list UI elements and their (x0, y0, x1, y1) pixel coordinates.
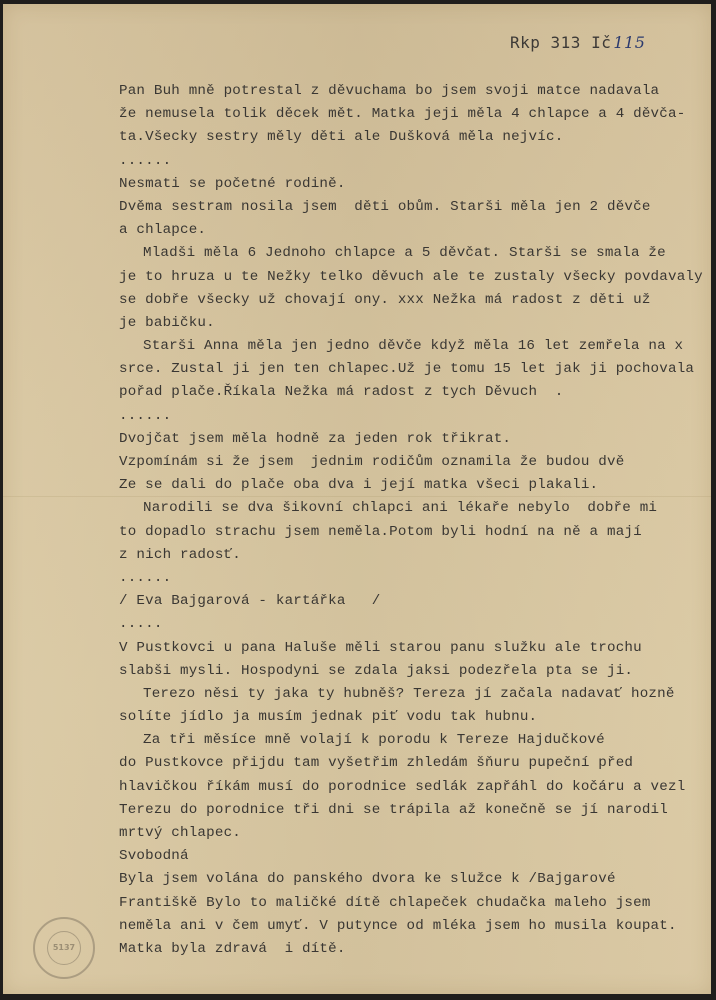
text-line: to dopadlo strachu jsem neměla.Potom byli hodní na ně a mají (119, 523, 642, 540)
stamp-number: 5137 (52, 943, 76, 952)
shelfmark (510, 33, 645, 52)
text-line: Mladši měla 6 Jednoho chlapce a 5 děvčat. Starši se smala že (143, 245, 666, 262)
text-line: a chlapce. (119, 222, 207, 239)
text-line: Terezu do porodnice tři dni se trápila až konečně se jí narodil (119, 801, 668, 818)
text-line: ...... (119, 152, 172, 169)
text-line: Ze se dali do plače oba dva i její matka všeci plakali. (119, 477, 599, 494)
text-line: se dobře všecky už chovají ony. xxx Nežka má radost z děti už (119, 291, 651, 308)
typewritten-body (119, 80, 703, 961)
text-line: slabši mysli. Hospodyni se zdala jaksi podezřela pta se ji. (119, 662, 634, 679)
text-line: Dvojčat jsem měla hodně za jeden rok třikrat. (119, 430, 512, 447)
text-line: mrtvý chlapec. (119, 825, 241, 841)
text-line: Matka byla zdravá i dítě. (119, 940, 346, 957)
text-line: Nesmati se početné rodině. (119, 175, 346, 192)
text-line: ...... (119, 407, 172, 424)
text-line: ..... (119, 616, 163, 633)
text-line: Vzpomínám si že jsem jednim rodičům oznamila že budou dvě (119, 454, 625, 470)
text-line: pořad plače.Říkala Nežka má radost z tych Děvuch . (119, 384, 564, 401)
text-line: Za tři měsíce mně volají k porodu k Tereze Hajdučkové (143, 732, 605, 749)
text-line: Františkě Bylo to maličké dítě chlapeček chudačka maleho jsem (119, 894, 651, 911)
text-line: Narodili se dva šikovní chlapci ani lékaře nebylo dobře mi (143, 500, 658, 517)
shelfmark-typed: Rkp 313 Ič (510, 33, 612, 52)
text-line: Dvěma sestram nosila jsem děti obům. Starši měla jen 2 děvče (119, 198, 651, 215)
text-line: Starši Anna měla jen jedno děvče když měla 16 let zemřela na x (143, 338, 684, 355)
text-line: z nich radosť. (119, 546, 241, 563)
text-line: solíte jídlo ja musím jednak piť vodu tak hubnu. (119, 709, 538, 726)
text-line: že nemusela tolik děcek mět. Matka jeji měla 4 chlapce a 4 děvča- (119, 106, 686, 123)
text-line: / Eva Bajgarová - kartářka / (119, 593, 381, 610)
text-line: V Pustkovci u pana Haluše měli starou panu služku ale trochu (119, 639, 642, 656)
text-line: Byla jsem volána do panského dvora ke služce k /Bajgarové (119, 871, 616, 888)
text-line: Pan Buh mně potrestal z děvuchama bo jsem svoji matce nadavala (119, 83, 660, 99)
archive-stamp (33, 917, 95, 979)
text-line: srce. Zustal ji jen ten chlapec.Už je tomu 15 let jak ji pochovala (119, 361, 695, 378)
text-line: je to hruza u te Nežky telko děvuch ale te zustaly všecky povdavaly (119, 268, 703, 285)
text-line: hlavičkou říkám musí do porodnice sedlák zapřáhl do kočáru a vezl (119, 778, 686, 795)
text-line: Svobodná (119, 848, 189, 865)
text-line: neměla ani v čem umyť. V putynce od mléka jsem ho musila koupat. (119, 917, 677, 934)
text-line: Terezo něsi ty jaka ty hubněš? Tereza jí začala nadavať hozně (143, 685, 675, 702)
document-page (3, 4, 711, 994)
text-line: ...... (119, 569, 172, 586)
text-line: je babičku. (119, 314, 215, 331)
text-line: do Pustkovce přijdu tam vyšetřim zhledám šňuru pupeční před (119, 755, 634, 772)
folio-number-handwritten: 115 (613, 33, 646, 52)
text-line: ta.Všecky sestry měly děti ale Dušková měla nejvíc. (119, 129, 564, 146)
